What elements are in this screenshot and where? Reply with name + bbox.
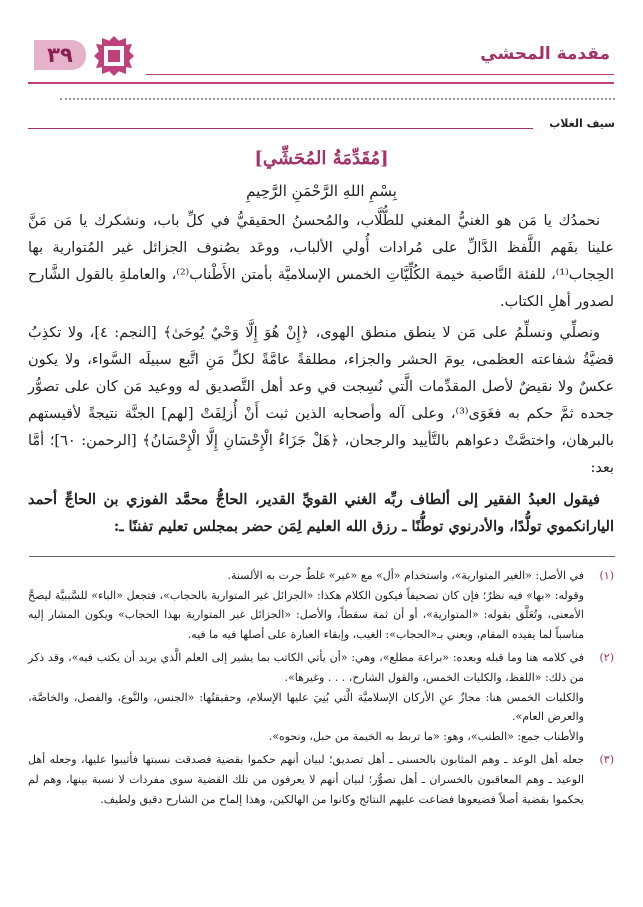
footnote-line: وقوله: «بها» فيه نظرٌ؛ فإن كان تصحيفاً فيكون الكلام هكذا: «الجزائل غير المتوارية بالحجاب»، فتجعل «الباء» للسَّببيَّة ليصحَّ الأمعنى، وتُعَلَّق بقوله: «المتوارية»، أو أن ثمة سقطاً، والأصل: «الجزائل غير المتوارية بهذا الحجاب» ويكون المشار إليه مناسباً لما يفيده المقام، ويعني بـ«الحجاب»: الغيب، وإبقاء العبارة على أصلها فيه ما فيه. — [28, 588, 584, 641]
header-divider — [28, 82, 614, 84]
page-header — [28, 32, 614, 82]
subject-rule — [28, 128, 533, 129]
footnote-line: في الأصل: «الغير المتوارية»، واستخدام «أل» مع «غير» غلطٌ جرت به الألسنة. — [227, 569, 584, 582]
footnotes — [28, 566, 614, 813]
footnote-line: والكليات الخمس هنا: مجازٌ عنِ الأركان الإسلاميَّة الَّتي بُنِيَ عليها الإسلام، وحقيقتُها: «الجنس، والنَّوع، والفصل، والخاصَّة، والعرض العام». — [28, 690, 584, 724]
footnote-number: (٣) — [599, 753, 614, 767]
footnote — [28, 566, 614, 644]
subject-label: سيف الغلاب — [549, 117, 615, 130]
footnote-line: في كلامه هنا وما قبله وبعده: «براعة مطلع»، وهي: «أن يأتي الكاتب بما يشير إلى العلم الَّذي يريد أن يكتب فيه»، وقد ذكر من ذلك: «اللفظ، والكليات الخمس، والقول الشارح، . . . وغيرها». — [28, 651, 584, 684]
header-divider-thin — [146, 74, 614, 75]
footnote — [28, 648, 614, 746]
page-number: ٣٩ — [34, 40, 86, 70]
paragraph-praise: نحمدُك يا مَن هو الغنيُّ المغني للطُّلَّاب، والمُحسنُ الحقيقيُّ في كلِّ باب، ونشكرك يا مَن مَنَّ علينا بفَهم اللَّفظ الدَّالِّ على مُرادات أُولي الألباب، ووعَد بصُنوف الجزائل غير المُتوارية بها الحِجاب⁽¹⁾، للفئة النَّاصبة خيمة الكُلِّيَّاتِ الخمس الإسلاميَّة بأمتن الأَطْناب⁽²⁾، والعاملةِ بالقول الشَّارح لصدور أهلِ الكتاب. — [28, 213, 614, 310]
main-text — [28, 208, 614, 544]
paragraph-author: فيقول العبدُ الفقير إلى ألطاف ربِّه الغني القويِّ القدير، الحاجُّ محمَّد الفوزي بن الحاجِّ أحمد اليارانكموي تولُّدًا، والأدرنوي توطُّنًا ـ رزق الله العليم لِمَن حضر بمجلس تعليم تفننًا ـ: — [28, 491, 614, 535]
section-title: [مُقَدِّمَةُ المُحَشِّي] — [254, 148, 389, 169]
footnote-number: (١) — [599, 569, 614, 582]
footnote — [28, 750, 614, 809]
footnote-number: (٢) — [599, 651, 614, 665]
footnote-line: جعله أهل الوعد ـ وهم المثابون بالحسنى ـ أهل تصديق؛ لبيان أنهم حكموا بقضية فصدقت نسبتها فأثيبوا عليها، وجعله أهل الوعيد ـ وهم المعاقبون بالخسران ـ أهل تصوُّر؛ لبيان أنهم لا يعرفون من تلك القضية سوى مفردات لا نسبة بينها، وهم لم يحكموا بقضية أصلاً فضيعوها فضاعت عليهم النتائج وكانوا من الهالكين، وهذا إلماح من الشارح دقيق ولطيف. — [28, 753, 584, 806]
dotted-separator — [60, 98, 615, 100]
footnote-divider — [29, 556, 615, 557]
paragraph-salutation: ونصلِّي ونسلِّمُ على مَن لا ينطق منطق الهوى، ﴿إِنْ هُوَ إِلَّا وَحْيٌ يُوحَىٰ﴾ [النجم: ٤]، ولا تكذِبُ قضيَّةُ شفاعته العظمى، يومَ الحشر والجزاء، مطلقةً عامَّةً لكلِّ مَنِ اتَّبع سبيلَه السَّواء، ولا يكون عكسٌ ولا نقيضٌ لأصل المقدِّمات الَّتي نُسِجت في وعد أهل التَّصديق له ووعيد مَن كان على تصوُّر جحده ثمَّ حكم به فغَوَى⁽³⁾، وعلى آله وأصحابه الذين ثبت أَنْ أُزلِفَتْ [لهم] الجنَّة نتيجةً لأقيستهم بالبرهان، واختصَّتْ دعواهم بالتَّأييد والرجحان، ﴿هَلْ جَزَاءُ الْإِحْسَانِ إِلَّا الْإِحْسَانُ﴾ [الرحمن: ٦٠]؛ أمَّا بعد: — [28, 325, 614, 476]
header-title: مقدمة المحشي — [480, 44, 610, 64]
footnote-line: والأطناب جمع: «الطنب»، وهو: «ما تربط به الخيمة من حبل، ونحوه». — [268, 729, 584, 743]
basmala: بِسْمِ اللهِ الرَّحْمَنِ الرَّحِيمِ — [246, 182, 397, 200]
ornament-center-icon — [108, 50, 120, 62]
